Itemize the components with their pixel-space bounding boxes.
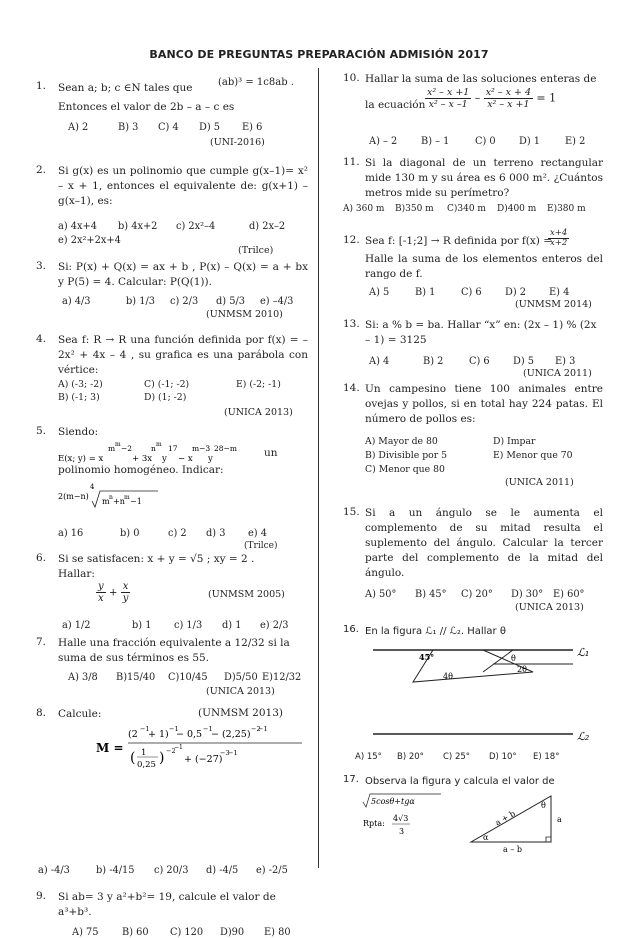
question-text: Hallar la suma de las soluciones enteras de xyxy=(365,73,597,85)
question-number: 15. xyxy=(343,506,360,518)
label-alpha: α xyxy=(483,833,489,842)
option: D)400 m xyxy=(497,204,537,214)
option: B) (-1; 3) xyxy=(58,392,100,403)
question-number: 3. xyxy=(36,260,47,272)
option: C) 0 xyxy=(475,136,496,147)
question-text: Si se satisfacen: x + y = √5 ; xy = 2 . xyxy=(58,553,255,565)
option: A) (-3; -2) xyxy=(58,379,103,390)
option: A) 2 xyxy=(68,122,89,133)
svg-text:m: m xyxy=(115,441,121,448)
option: A) 75 xyxy=(72,927,99,938)
option: E) 3 xyxy=(555,356,576,367)
source: (UNICA 2013) xyxy=(206,686,275,697)
question-text: Un campesino tiene 100 animales entre ovejas y pollos, si en total hay 224 patas. El número de pollos es: xyxy=(365,383,603,425)
svg-text:5cosθ+tgα: 5cosθ+tgα xyxy=(371,797,415,806)
question-text-2: polinomio homogéneo. Indicar: xyxy=(58,464,224,476)
option: d) 2x–2 xyxy=(249,221,286,232)
svg-text:3: 3 xyxy=(399,827,405,836)
question-number: 11. xyxy=(343,156,360,168)
rpta-label: Rpta: xyxy=(363,819,385,828)
option: b) -4/15 xyxy=(96,865,135,876)
option: D) Impar xyxy=(493,436,536,447)
label-base: a – b xyxy=(503,845,522,854)
question-number: 10. xyxy=(343,72,360,84)
option: d) 5/3 xyxy=(216,296,245,307)
question-number: 6. xyxy=(36,552,47,564)
option: E) 18° xyxy=(533,752,560,762)
option: a) 16 xyxy=(58,528,84,539)
option: a) 4x+4 xyxy=(58,221,97,232)
svg-text:+ (−27): + (−27) xyxy=(184,754,223,765)
source: (UNMSM 2010) xyxy=(206,309,283,320)
option: B) 20° xyxy=(397,752,424,762)
option: B) Divisible por 5 xyxy=(365,450,448,461)
option: E) Menor que 70 xyxy=(493,450,573,461)
fraction-expression: $\frac{y}{x}$ + $\frac{x}{y}$ xyxy=(98,581,129,604)
svg-text:+ 3x: + 3x xyxy=(132,454,153,464)
option: c) 20/3 xyxy=(154,865,189,876)
question-text: Si: P(x) + Q(x) = ax + b , P(x) – Q(x) = a + bx y P(5) = 4. Calcular: P(Q(1)). xyxy=(58,261,308,288)
option: E) 4 xyxy=(549,287,570,298)
svg-text:(: ( xyxy=(130,750,136,766)
source: (UNICA 2013) xyxy=(515,602,584,613)
option: E) 2 xyxy=(565,136,586,147)
option: b) 1 xyxy=(132,620,152,631)
formula-image xyxy=(96,719,306,777)
option: d) -4/5 xyxy=(206,865,239,876)
svg-text:−1: −1 xyxy=(130,497,142,506)
source: (UNMSM 2014) xyxy=(515,299,592,310)
svg-text:17: 17 xyxy=(168,444,178,453)
svg-text:+n: +n xyxy=(113,497,125,506)
option: E) 6 xyxy=(242,122,263,133)
option: d) 3 xyxy=(206,528,226,539)
question-text: Si la diagonal de un terreno rectangular mide 130 m y su área es 6 000 m². ¿Cuántos metros mide su perímetro? xyxy=(365,157,603,199)
label-theta: θ xyxy=(511,654,516,663)
option: D) 5 xyxy=(199,122,221,133)
svg-text:m: m xyxy=(156,441,162,448)
option: D)90 xyxy=(220,927,245,938)
option: b) 0 xyxy=(120,528,140,539)
option: D) 30° xyxy=(511,589,544,600)
column-divider xyxy=(318,68,319,868)
option: D)5/50 xyxy=(224,672,258,683)
page-title: BANCO DE PREGUNTAS PREPARACIÓN ADMISIÓN 2017 xyxy=(149,48,489,61)
question-number: 2. xyxy=(36,164,47,176)
option: D) 1 xyxy=(519,136,541,147)
question-number: 9. xyxy=(36,890,47,902)
question-text: Si a un ángulo se le aumenta el complemento de su mitad resulta el suplemento del ángulo. Calcular la tercer parte del complemento de la mitad del ángulo. xyxy=(365,507,603,579)
question-text: Siendo: xyxy=(58,426,99,438)
label-4theta: 4θ xyxy=(443,672,453,681)
source: (UNMSM 2013) xyxy=(198,707,283,719)
option: C) 25° xyxy=(443,752,471,762)
svg-text:n: n xyxy=(151,444,156,453)
option: C) 120 xyxy=(170,927,204,938)
option: B) 3 xyxy=(118,122,139,133)
option: a) 4/3 xyxy=(62,296,91,307)
svg-text:28−m: 28−m xyxy=(214,444,237,453)
svg-text:n: n xyxy=(109,494,113,501)
question-number: 5. xyxy=(36,425,47,437)
option: e) 2/3 xyxy=(260,620,289,631)
option: C) 4 xyxy=(158,122,179,133)
option: C) 6 xyxy=(469,356,490,367)
question-text-2: Halle la suma de los elementos enteros del rango de f. xyxy=(365,253,603,280)
label-L2: ℒ₂ xyxy=(577,730,590,743)
option: A) Mayor de 80 xyxy=(365,436,438,447)
svg-text:− (2,25): − (2,25) xyxy=(211,729,251,740)
label-side-a: a xyxy=(557,815,562,824)
option: B) 2 xyxy=(423,356,444,367)
svg-text:1: 1 xyxy=(141,748,147,758)
option: c) 2x²–4 xyxy=(176,221,216,232)
option: a) -4/3 xyxy=(38,865,70,876)
source: (UNMSM 2005) xyxy=(208,589,285,600)
source: (UNICA 2013) xyxy=(224,407,293,418)
option: C)10/45 xyxy=(168,672,208,683)
option: C) (-1; -2) xyxy=(144,379,190,390)
option: c) 2/3 xyxy=(170,296,199,307)
option: c) 1/3 xyxy=(174,620,203,631)
question-number: 16. xyxy=(343,624,359,635)
question-text: Sea f: R → R una función definida por f(x) = –2x² + 4x – 4 , su grafica es una parábola con vértice: xyxy=(58,334,308,376)
label-45: 45° xyxy=(419,652,435,662)
svg-text:y: y xyxy=(162,454,167,464)
svg-text:0,25: 0,25 xyxy=(137,760,156,770)
option: A) – 2 xyxy=(369,136,398,147)
option: B) 45° xyxy=(415,589,447,600)
option: b) 1/3 xyxy=(126,296,155,307)
option: A) 5 xyxy=(369,287,390,298)
option: e) 2x²+2x+4 xyxy=(58,235,121,246)
equation: $\frac{\text{x² – x +1}}{\text{x² – x –1}}$ – $\frac{\text{x² – x + 4}}{\text{x² – x +1}}$ = 1 xyxy=(427,87,557,110)
question-text: Si ab= 3 y a²+b²= 19, calcule el valor de a³+b³. xyxy=(58,891,276,918)
option: D) 2 xyxy=(505,287,527,298)
svg-text:m−3: m−3 xyxy=(192,444,211,453)
option: B)350 m xyxy=(395,204,434,214)
svg-text:−2: −2 xyxy=(251,725,261,733)
svg-text:M =: M = xyxy=(96,741,124,755)
svg-text:4√3: 4√3 xyxy=(393,814,409,823)
svg-text:−1: −1 xyxy=(203,725,213,733)
question-text-2: la ecuación xyxy=(365,99,426,111)
svg-text:E(x; y) = x: E(x; y) = x xyxy=(58,454,104,464)
svg-text:−1: −1 xyxy=(258,725,268,733)
option: B) 60 xyxy=(122,927,149,938)
svg-text:−1: −1 xyxy=(169,725,179,733)
option: e) –4/3 xyxy=(260,296,294,307)
question-text-un: un xyxy=(264,447,278,459)
svg-text:): ) xyxy=(159,750,165,766)
source: (UNI-2016) xyxy=(210,137,265,148)
svg-text:− x: − x xyxy=(178,454,193,464)
option: A) 360 m xyxy=(343,204,385,214)
source: (Trilce) xyxy=(244,541,278,551)
option: C) 20° xyxy=(461,589,493,600)
question-number: 1. xyxy=(36,80,47,92)
option: E) 60° xyxy=(553,589,585,600)
option: C)340 m xyxy=(447,204,486,214)
option: B)15/40 xyxy=(116,672,156,683)
expression: (ab)³ = 1c8ab . xyxy=(218,77,294,88)
option: e) -2/5 xyxy=(256,865,288,876)
question-number: 4. xyxy=(36,333,47,345)
question-number: 8. xyxy=(36,707,47,719)
source: (UNICA 2011) xyxy=(523,368,592,379)
svg-text:+ 1): + 1) xyxy=(148,729,169,740)
svg-text:y: y xyxy=(208,454,213,464)
triangle-figure xyxy=(461,794,571,854)
question-text: Calcule: xyxy=(58,708,102,720)
label-L1: ℒ₁ xyxy=(577,646,590,659)
svg-text:m: m xyxy=(124,494,130,501)
svg-text:−2: −2 xyxy=(166,747,176,755)
option: d) 1 xyxy=(222,620,242,631)
question-number: 13. xyxy=(343,318,360,330)
option: C) Menor que 80 xyxy=(365,464,445,475)
question-text-2: Entonces el valor de 2b – a – c es xyxy=(58,101,235,113)
svg-text:− 0,5: − 0,5 xyxy=(176,729,203,740)
svg-text:−3: −3 xyxy=(220,749,230,757)
question-number: 7. xyxy=(36,636,47,648)
option: b) 4x+2 xyxy=(118,221,158,232)
option: e) 4 xyxy=(248,528,267,539)
question-text: Halle una fracción equivalente a 12/32 si la suma de sus términos es 55. xyxy=(58,637,290,664)
option: A) 4 xyxy=(369,356,390,367)
svg-text:(2: (2 xyxy=(128,729,138,740)
question-number: 14. xyxy=(343,382,360,394)
source: (UNICA 2011) xyxy=(505,477,574,488)
expression-and-answer xyxy=(361,792,451,842)
option: E)380 m xyxy=(547,204,586,214)
option: E)12/32 xyxy=(262,672,302,683)
question-text: Sea f: [-1;2] → R definida por f(x) = xyxy=(365,235,553,247)
question-text: Observa la figura y calcula el valor de xyxy=(365,776,555,787)
svg-text:m: m xyxy=(102,497,110,506)
option: A) 3/8 xyxy=(68,672,98,683)
svg-text:4: 4 xyxy=(90,483,95,491)
option: D) 5 xyxy=(513,356,535,367)
option: C) 6 xyxy=(461,287,482,298)
option: B) 1 xyxy=(415,287,436,298)
option: D) (1; -2) xyxy=(144,392,187,403)
svg-text:−1: −1 xyxy=(140,725,150,733)
question-text: En la figura ℒ₁ // ℒ₂. Hallar θ xyxy=(365,626,506,637)
option: B) – 1 xyxy=(421,136,450,147)
svg-text:−2: −2 xyxy=(121,444,133,453)
question-number: 12. xyxy=(343,234,360,246)
svg-text:−1: −1 xyxy=(174,744,183,751)
fraction: $\frac{x+4}{x+2}$ xyxy=(550,228,568,248)
svg-text:2(m−n): 2(m−n) xyxy=(58,492,89,501)
source: (Trilce) xyxy=(238,245,274,256)
label-theta: θ xyxy=(541,801,546,810)
parallel-lines-figure xyxy=(373,644,613,744)
option: E) 80 xyxy=(264,927,291,938)
question-number: 17. xyxy=(343,774,359,785)
question-text: Si: a % b = ba. Hallar “x” en: (2x – 1) % (2x – 1) = 3125 xyxy=(365,319,597,346)
option: A) 50° xyxy=(365,589,397,600)
question-text: Sean a; b; c ∈N tales que xyxy=(58,82,193,94)
svg-text:m: m xyxy=(108,444,116,453)
option: A) 15° xyxy=(355,752,382,762)
svg-text:−1: −1 xyxy=(228,749,238,757)
label-hypotenuse: a + b xyxy=(493,808,517,828)
question-text-2: Hallar: xyxy=(58,568,95,580)
option: D) 10° xyxy=(489,752,517,762)
radical-expression xyxy=(58,477,178,517)
option: a) 1/2 xyxy=(62,620,91,631)
option: E) (-2; -1) xyxy=(236,379,281,390)
option: c) 2 xyxy=(168,528,187,539)
label-2theta: 2θ xyxy=(517,665,527,674)
question-text: Si g(x) es un polinomio que cumple g(x–1)= x² – x + 1, entonces el equivalente de: g(x+1) – g(x–1), es: xyxy=(58,165,308,207)
